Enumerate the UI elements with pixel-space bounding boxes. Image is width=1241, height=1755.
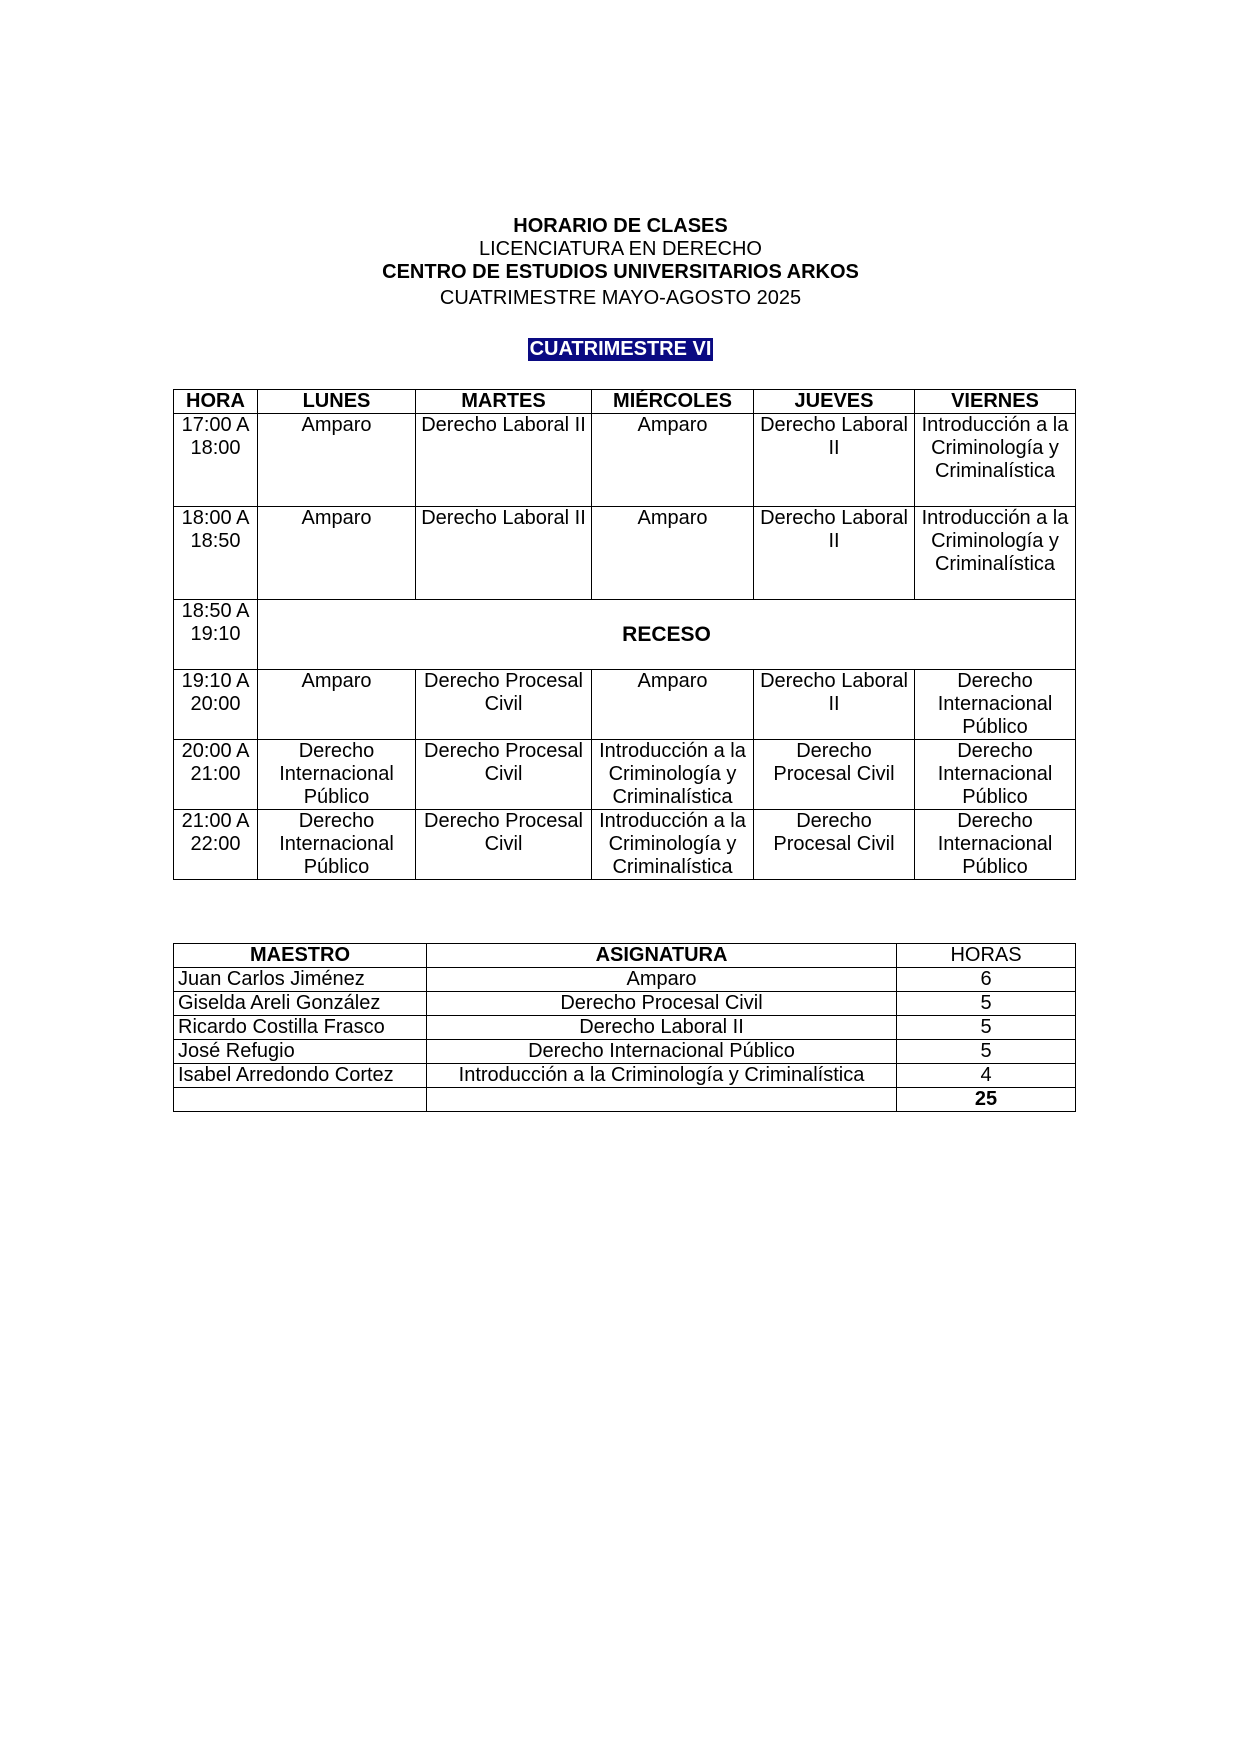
time-cell: 17:00 A 18:00 [174,414,258,507]
teacher-name: Isabel Arredondo Cortez [174,1064,427,1088]
institution-name: CENTRO DE ESTUDIOS UNIVERSITARIOS ARKOS [382,261,859,283]
teacher-name: Ricardo Costilla Frasco [174,1016,427,1040]
time-cell: 21:00 A 22:00 [174,810,258,880]
class-cell: Amparo [258,507,416,600]
time-cell: 18:50 A 19:10 [174,600,258,670]
hours-value: 5 [897,1016,1076,1040]
class-cell: Derecho Procesal Civil [754,740,915,810]
hours-value: 5 [897,1040,1076,1064]
schedule-header-row [174,390,1076,414]
subject-name: Introducción a la Criminología y Criminalística [427,1064,897,1088]
term-badge: CUATRIMESTRE VI [529,338,712,360]
class-cell: Derecho Internacional Público [258,740,416,810]
table-row [174,1064,1076,1088]
empty-cell [427,1088,897,1112]
total-hours: 25 [897,1088,1076,1112]
class-cell: Derecho Laboral II [416,414,592,507]
table-row [174,968,1076,992]
recess-row [174,600,1076,670]
term-badge-wrapper [0,338,1241,361]
recess-cell: RECESO [258,600,1076,670]
column-header-hora: HORA [174,390,258,414]
time-cell: 20:00 A 21:00 [174,740,258,810]
class-cell: Derecho Laboral II [416,507,592,600]
class-cell: Introducción a la Criminología y Criminalística [592,810,754,880]
subject-name: Derecho Procesal Civil [427,992,897,1016]
teachers-header-row [174,944,1076,968]
class-cell: Derecho Procesal Civil [416,670,592,740]
teachers-table [173,943,1076,1112]
teacher-name: Juan Carlos Jiménez [174,968,427,992]
class-cell: Derecho Internacional Público [915,740,1076,810]
document-header [0,215,1241,310]
table-row [174,740,1076,810]
table-row [174,992,1076,1016]
hours-value: 4 [897,1064,1076,1088]
class-cell: Derecho Internacional Público [915,810,1076,880]
schedule-table [173,389,1076,880]
class-cell: Derecho Procesal Civil [416,740,592,810]
column-header-lunes: LUNES [258,390,416,414]
term-period: CUATRIMESTRE MAYO-AGOSTO 2025 [439,287,802,309]
class-cell: Amparo [592,670,754,740]
subject-name: Derecho Laboral II [427,1016,897,1040]
column-header-miercoles: MIÉRCOLES [592,390,754,414]
column-header-horas: HORAS [897,944,1076,968]
table-row [174,414,1076,507]
table-row [174,1040,1076,1064]
table-row [174,810,1076,880]
program-name: LICENCIATURA EN DERECHO [478,238,762,260]
hours-value: 6 [897,968,1076,992]
class-cell: Derecho Procesal Civil [754,810,915,880]
class-cell: Derecho Internacional Público [915,670,1076,740]
column-header-jueves: JUEVES [754,390,915,414]
class-cell: Amparo [592,414,754,507]
class-cell: Amparo [258,414,416,507]
empty-cell [174,1088,427,1112]
table-row [174,507,1076,600]
total-row [174,1088,1076,1112]
column-header-asignatura: ASIGNATURA [427,944,897,968]
class-cell: Introducción a la Criminología y Criminalística [915,507,1076,600]
hours-value: 5 [897,992,1076,1016]
class-cell: Amparo [592,507,754,600]
document-title: HORARIO DE CLASES [513,215,728,237]
class-cell: Introducción a la Criminología y Criminalística [915,414,1076,507]
class-cell: Derecho Laboral II [754,507,915,600]
class-cell: Derecho Internacional Público [258,810,416,880]
table-row [174,670,1076,740]
table-row [174,1016,1076,1040]
class-cell: Derecho Procesal Civil [416,810,592,880]
teacher-name: José Refugio [174,1040,427,1064]
column-header-viernes: VIERNES [915,390,1076,414]
subject-name: Amparo [427,968,897,992]
time-cell: 18:00 A 18:50 [174,507,258,600]
class-cell: Amparo [258,670,416,740]
subject-name: Derecho Internacional Público [427,1040,897,1064]
class-cell: Derecho Laboral II [754,414,915,507]
column-header-maestro: MAESTRO [174,944,427,968]
class-cell: Introducción a la Criminología y Criminalística [592,740,754,810]
class-cell: Derecho Laboral II [754,670,915,740]
time-cell: 19:10 A 20:00 [174,670,258,740]
column-header-martes: MARTES [416,390,592,414]
teacher-name: Giselda Areli González [174,992,427,1016]
